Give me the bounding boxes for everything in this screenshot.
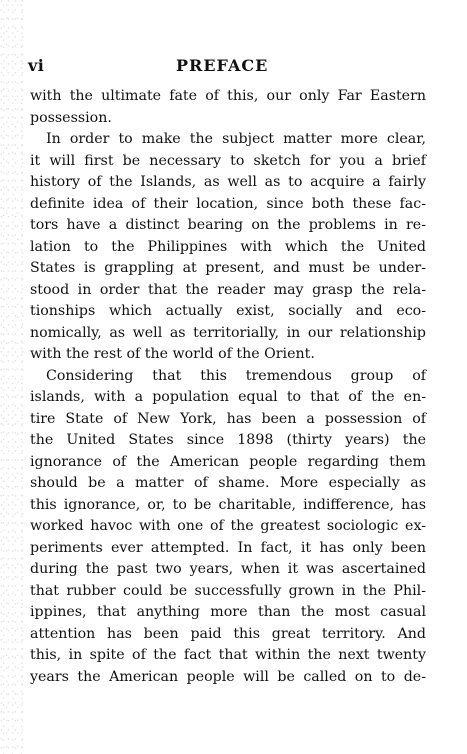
running-head: PREFACE (176, 56, 269, 75)
text-line: this ignorance, or, to be charitable, indifference, has (30, 496, 426, 513)
body-text (30, 86, 426, 688)
text-line: tire State of New York, has been a possession of (30, 410, 426, 427)
text-line: with the rest of the world of the Orient. (30, 346, 315, 362)
page-header (28, 56, 428, 78)
text-line: attention has been paid this great territory. And (30, 625, 426, 642)
page-number: vi (28, 56, 45, 75)
text-line: lation to the Philippines with which the United (30, 238, 426, 255)
text-line: it will first be necessary to sketch for you a brief (30, 152, 426, 169)
text-line: definite idea of their location, since both these fac- (30, 195, 426, 212)
text-line: islands, with a population equal to that of the en- (30, 389, 426, 405)
text-line: possession. (30, 109, 112, 126)
text-line: States is grappling at present, and must be under- (30, 260, 426, 276)
text-line: that rubber could be successfully grown in the Phil- (30, 582, 426, 599)
text-line: tors have a distinct bearing on the problems in re- (30, 217, 426, 233)
text-line: during the past two years, when it was ascertained (30, 561, 426, 577)
text-line: In order to make the subject matter more clear, (46, 131, 426, 147)
text-line: periments ever attempted. In fact, it has only been (30, 539, 426, 556)
text-line: this, in spite of the fact that within the next twenty (30, 647, 426, 663)
text-line: Considering that this tremendous group of (46, 367, 426, 384)
text-line: history of the Islands, as well as to acquire a fairly (30, 174, 426, 190)
text-line: nomically, as well as territorially, in our relationship (30, 324, 426, 341)
text-line: tionships which actually exist, socially and eco- (30, 303, 426, 319)
text-line: worked havoc with one of the greatest sociologic ex- (30, 518, 426, 534)
text-line: stood in order that the reader may grasp the rela- (30, 281, 426, 298)
text-line: years the American people will be called on to de- (30, 668, 426, 685)
text-line: with the ultimate fate of this, our only Far Eastern (30, 88, 426, 104)
text-line: should be a matter of shame. More especially as (30, 475, 426, 491)
text-line: the United States since 1898 (thirty years) the (30, 432, 426, 448)
text-line: ignorance of the American people regarding them (30, 453, 426, 470)
text-line: ippines, that anything more than the most casual (30, 604, 426, 620)
scan-margin-speckle (0, 0, 26, 754)
